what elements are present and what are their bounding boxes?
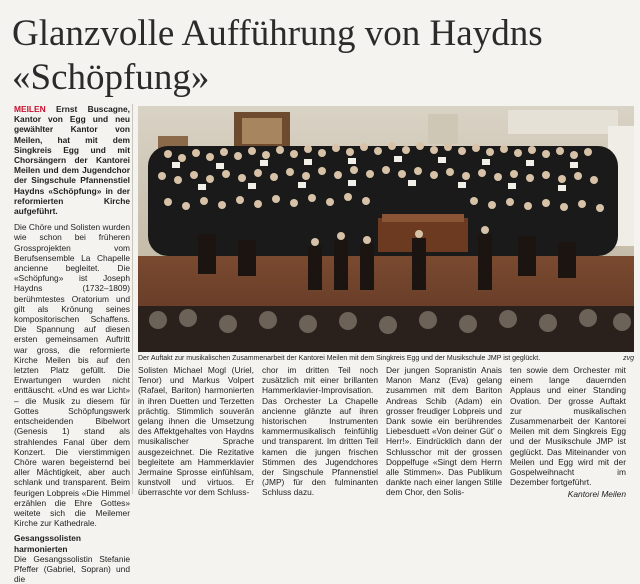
lead-text: Ernst Buscagne, Kantor von Egg und neu gewählter Kantor von Meilen, hat mit dem Singkreis Egg und mit Chorsängern der Kantorei Meilen und dem Jugendchor der Singschule Pfannenstiel Haydns «Schöpfung» in der reformierten Kirche aufgeführt. <box>14 104 130 217</box>
column-5 <box>510 365 626 500</box>
author-credit: Kantorei Meilen <box>567 489 626 500</box>
headline: Glanzvolle Aufführung von Haydns «Schöpfung» <box>12 13 543 98</box>
column-2 <box>138 365 254 498</box>
dateline: MEILEN <box>14 104 46 114</box>
column-4 <box>386 365 502 498</box>
body-paragraph-1-end: Die Gesangssolistin Stefanie Pfeffer (Gabriel, Sopran) und die <box>14 553 130 584</box>
body-paragraph-1: Die Chöre und Solisten wurden wie schon bei früheren Grossprojekten vom Berufsensemble La Chapelle ancienne begleitet. Die «Schöpfung» ist Joseph Haydns (1732–1809) berühmtestes Oratorium und gilt als Krönung seines kompositorischen Schaffens. Die Spannung auf diesen ersten gemeinsamen Auftritt war gross, die reformierte Kirche Meilen bis auf den letzten Platz gefüllt. Die Erwartungen wurden nicht enttäuscht. «Und es war Licht» – die Musik zu diesem für Gottes Schöpfungswerk entscheidenden Bibelwort (Genesis 1) stand als strahlendes Fanal über dem Konzert. Die vierstimmigen Chöre waren begeisternd bei aller Mächtigkeit, aber auch schlank und transparent. Beim feurigen Lobpreis «Die Himmel erzählen die Ehre Gottes» weitete sich die Meilemer Kirche zur Kathedrale. <box>14 222 130 529</box>
body-paragraph-4: Der jungen Sopranistin Anais Manon Manz (Eva) gelang zusammen mit dem Bariton Andreas Schib (Adam) ein grosser freudiger Lobpreis und Dank sowie ein berührendes Liebesduett «Von deiner Güt' o Herr!». Eindrücklich dann der Schlusschor mit der grossen Doppelfuge «Singt dem Herrn alle Stimmen». Das Publikum dankte nach einer langen Stille dem Chor, den Solis- <box>386 365 502 498</box>
body-paragraph-2: Solisten Michael Mogl (Uriel, Tenor) und Markus Volpert (Rafael, Bariton) harmonierten in ihren Duetten und Terzetten prächtig. Stimmlich souverän gelang ihnen die Umsetzung des Affektgehaltes von Haydns musikalischer Sprache ausgezeichnet. Die Rezitative begleitete am Hammerklavier Jermaine Sprosse einfühlsam, kunstvoll und virtuos. Er überraschte vor dem Schluss- <box>138 365 254 498</box>
body-paragraph-3: chor im dritten Teil noch zusätzlich mit einer brillanten Hammerklavier-Improvisation. Das Orchester La Chapelle ancienne glänzte auf ihren historischen Instrumenten kammermusikalisch feinfühlig und transparent. Im dritten Teil kamen die jungen frischen Stimmen des Jugendchores der Singschule Pfannenstiel (JMP) für den fulminanten Schluss dazu. <box>262 365 378 498</box>
subheading: Gesangssolisten harmonierten <box>14 533 82 554</box>
photo-caption: Der Auftakt zur musikalischen Zusammenarbeit der Kantorei Meilen mit dem Singkreis Egg und der Musikschule JMP ist geglückt. <box>138 355 541 362</box>
column-3 <box>262 365 378 498</box>
column-divider <box>132 104 133 494</box>
concert-photo <box>138 106 634 352</box>
lead-paragraph <box>14 104 130 216</box>
lead-column <box>14 104 130 584</box>
photo-credit: zvg <box>623 355 634 362</box>
body-paragraph-5: ten sowie dem Orchester mit einem lange dauernden Applaus und einer Standing Ovation. Der grosse Auftakt zur musikalischen Zusammenarbeit der Kantorei Meilen mit dem Singkreis Egg und der Musikschule JMP ist geglückt. Das Miteinander von Meilen und Egg wird mit der Gospelweihnacht im Dezember fortgeführt. <box>510 365 626 488</box>
